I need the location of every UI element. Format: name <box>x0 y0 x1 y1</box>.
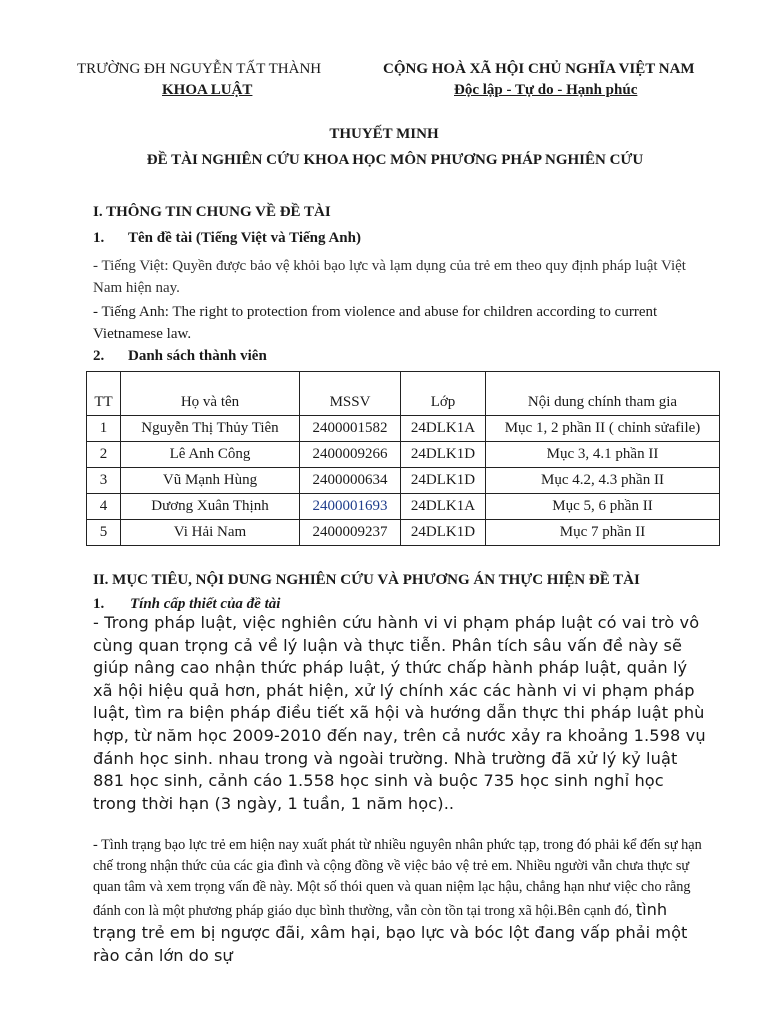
table-row <box>87 520 720 546</box>
vietnamese-topic: - Tiếng Việt: Quyền được bảo vệ khỏi bạo lực và lạm dụng của trẻ em theo quy định pháp luật Việt Nam hiện nay. <box>93 258 686 296</box>
item-2-number: 2. <box>93 348 105 364</box>
table-cell: Dương Xuân Thịnh <box>121 494 300 520</box>
table-cell: 2 <box>87 442 121 468</box>
table-cell: 24DLK1A <box>401 416 486 442</box>
header-cell: Nội dung chính tham gia <box>486 372 720 416</box>
violence-causes-continuation: tình trạng trẻ em bị ngược đãi, xâm hại, bạo lực và bóc lột đang vấp phải một rào cản lớn do sự <box>93 899 688 966</box>
table-cell: 2400009266 <box>300 442 401 468</box>
item-2-title: Danh sách thành viên <box>128 348 267 364</box>
table-header-row <box>87 372 720 416</box>
table-row <box>87 468 720 494</box>
table-cell: 4 <box>87 494 121 520</box>
table-row <box>87 416 720 442</box>
document-subtitle: ĐỀ TÀI NGHIÊN CỨU KHOA HỌC MÔN PHƯƠNG PHÁP NGHIÊN CỨU <box>146 152 644 168</box>
table-cell: Mục 3, 4.1 phần II <box>486 442 720 468</box>
section-2-heading: II. MỤC TIÊU, NỘI DUNG NGHIÊN CỨU VÀ PHƯƠNG ÁN THỰC HIỆN ĐỀ TÀI <box>93 572 640 588</box>
violence-causes-paragraph <box>93 835 713 968</box>
table-cell: 1 <box>87 416 121 442</box>
table-cell: 2400009237 <box>300 520 401 546</box>
national-motto: Độc lập - Tự do - Hạnh phúc <box>454 82 638 98</box>
table-cell: Nguyễn Thị Thủy Tiên <box>121 416 300 442</box>
table-cell: 2400001582 <box>300 416 401 442</box>
table-cell: 5 <box>87 520 121 546</box>
section-2-item-1-number: 1. <box>93 596 105 612</box>
table-cell: Lê Anh Công <box>121 442 300 468</box>
table-cell: 24DLK1A <box>401 494 486 520</box>
document-title: THUYẾT MINH <box>329 126 439 142</box>
header-cell: Họ và tên <box>121 372 300 416</box>
header-cell: Lớp <box>401 372 486 416</box>
table-row <box>87 494 720 520</box>
table-row <box>87 442 720 468</box>
table-cell: Vũ Mạnh Hùng <box>121 468 300 494</box>
table-cell: Mục 5, 6 phần II <box>486 494 720 520</box>
national-title: CỘNG HOÀ XÃ HỘI CHỦ NGHĨA VIỆT NAM <box>383 61 695 77</box>
violence-causes-text: - Tình trạng bạo lực trẻ em hiện nay xuất phát từ nhiều nguyên nhân phức tạp, trong đó phải kể đến sự hạn chế trong nhận thức của các gia đình và cộng đồng về việc bảo vệ trẻ em. Nhiều người vẫn chưa thực sự quan tâm và xem trọng vấn đề này. Một số thói quen và quan niệm lạc hậu, chẳng hạn như việc cho rằng đánh con là một phương pháp giáo dục bình thường, vẫn còn tồn tại trong xã hội.Bên cạnh đó, <box>93 837 702 919</box>
section-2-item-1-title: Tính cấp thiết của đề tài <box>130 596 281 612</box>
section-1-heading: I. THÔNG TIN CHUNG VỀ ĐỀ TÀI <box>93 204 331 220</box>
header-cell: MSSV <box>300 372 401 416</box>
item-1-number: 1. <box>93 230 105 246</box>
table-cell: 2400000634 <box>300 468 401 494</box>
table-cell: 24DLK1D <box>401 442 486 468</box>
student-id-link[interactable]: 2400001693 <box>300 494 401 520</box>
header-cell: TT <box>87 372 121 416</box>
item-1-title: Tên đề tài (Tiếng Việt và Tiếng Anh) <box>128 230 361 246</box>
school-name: TRƯỜNG ĐH NGUYỄN TẤT THÀNH <box>77 61 322 77</box>
table-cell: 3 <box>87 468 121 494</box>
table-cell: Mục 1, 2 phần II ( chỉnh sửafile) <box>486 416 720 442</box>
english-topic: - Tiếng Anh: The right to protection from violence and abuse for children according to current Vietnamese law. <box>93 304 658 342</box>
table-cell: Mục 4.2, 4.3 phần II <box>486 468 720 494</box>
table-cell: Vi Hải Nam <box>121 520 300 546</box>
faculty-name: KHOA LUẬT <box>162 82 253 98</box>
table-cell: Mục 7 phần II <box>486 520 720 546</box>
members-table <box>86 371 720 546</box>
table-cell: 24DLK1D <box>401 520 486 546</box>
table-cell: 24DLK1D <box>401 468 486 494</box>
necessity-paragraph: - Trong pháp luật, việc nghiên cứu hành vi vi phạm pháp luật có vai trò vô cùng quan trọng cả về lý luận và thực tiễn. Phân tích sâu vấn đề này sẽ giúp nâng cao nhận thức pháp luật, ý thức chấp hành pháp luật, quản lý xã hội hiệu quả hơn, phát hiện, xử lý chính xác các hành vi vi phạm pháp luật, tìm ra biện pháp điều tiết xã hội và hướng dẫn thực thi pháp luật phù hợp, từ năm học 2009-2010 đến nay, trên cả nước xảy ra khoảng 1.598 vụ đánh học sinh. nhau trong và ngoài trường. Nhà trường đã xử lý kỷ luật 881 học sinh, cảnh cáo 1.558 học sinh và buộc 735 học sinh nghỉ học trong thời hạn (3 ngày, 1 tuần, 1 năm học).. <box>93 613 706 813</box>
